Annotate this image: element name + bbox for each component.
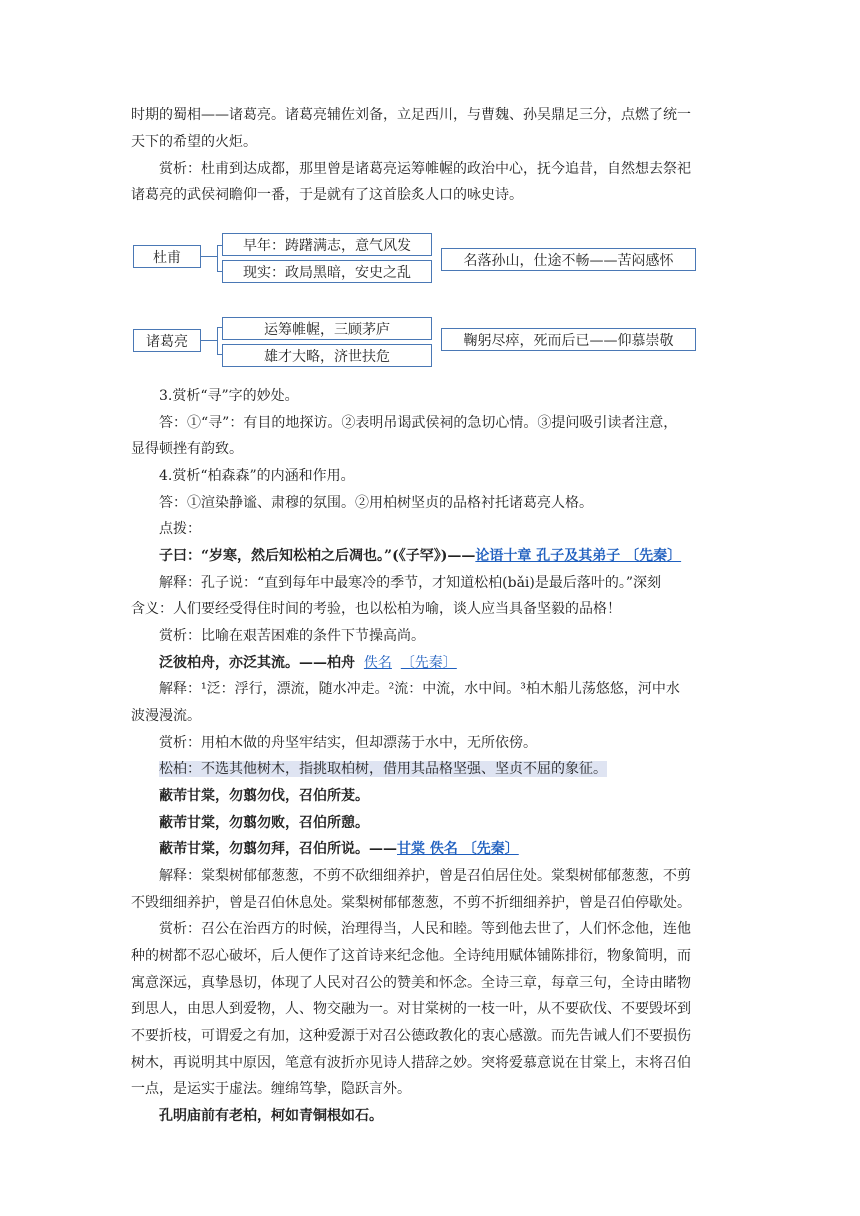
gantang-appreciation: 一点，是运实于虚法。缠绵笃挚，隐跃言外。 (131, 1081, 411, 1097)
connector-line (201, 256, 217, 257)
baizhou-explanation: 波漫漫流。 (131, 708, 201, 724)
diagram-box-zhugeliang-result: 鞠躬尽瘁，死而后已——仰慕崇敬 (441, 328, 696, 351)
baizhou-appreciation: 赏析：用柏木做的舟坚牢结实，但却漂荡于水中，无所依傍。 (159, 735, 537, 751)
gantang-line-1: 蔽芾甘棠，勿翦勿伐，召伯所茇。 (159, 788, 369, 804)
gantang-appreciation: 不要折枝，可谓爱之有加，这种爱源于对召公德政教化的衷心感激。而先告诫人们不要损伤 (131, 1028, 691, 1044)
baizhou-explanation: 解释：¹泛：浮行，漂流，随水冲走。²流：中流，水中间。³柏木船儿荡悠悠，河中水 (159, 681, 680, 697)
gantang-appreciation: 寓意深远，真挚恳切，体现了人民对召公的赞美和怀念。全诗三章，每章三句，全诗由睹物 (131, 975, 691, 991)
gantang-appreciation: 种的树都不忍心破坏，后人便作了这首诗来纪念他。全诗纯用赋体铺陈排衍，物象简明，而 (131, 948, 691, 964)
diagram-box-talent: 雄才大略，济世扶危 (222, 344, 432, 367)
author-link[interactable]: 佚名 (363, 655, 392, 671)
ziyue-quote: 子曰：“岁寒，然后知松柏之后凋也。”(《子罕》)—— (159, 548, 476, 564)
question-3-title: 3.赏析“寻”字的妙处。 (159, 388, 299, 404)
gantang-explanation: 不毁细细养护，曾是召伯休息处。棠梨树郁郁葱葱，不剪不折细细养护，曾是召伯停歇处。 (131, 895, 691, 911)
gantang-line-2: 蔽芾甘棠，勿翦勿败，召伯所憩。 (159, 815, 369, 831)
diagram-box-zhugeliang: 诸葛亮 (133, 329, 201, 352)
paragraph-line: 诸葛亮的武侯祠瞻仰一番，于是就有了这首脍炙人口的咏史诗。 (131, 187, 523, 203)
era-link[interactable]: 〔先秦〕 (400, 655, 457, 671)
baizhou-quote: 泛彼柏舟，亦泛其流。——柏舟 (159, 655, 355, 671)
gantang-appreciation: 到思人，由思人到爱物，人、物交融为一。对甘棠树的一枝一叶，从不要砍伐、不要毁坏到 (131, 1001, 691, 1017)
songbai-highlighted-note: 松柏：不选其他树木，指挑取柏树，借用其品格坚强、坚贞不屈的象征。 (159, 761, 607, 777)
paragraph-line: 天下的希望的火炬。 (131, 134, 257, 150)
question-3-answer: 答：①“寻”：有目的地探访。②表明吊谒武侯祠的急切心情。③提问吸引读者注意， (159, 415, 678, 431)
dianbo-label: 点拨： (159, 521, 201, 537)
paragraph-line: 时期的蜀相——诸葛亮。诸葛亮辅佐刘备，立足西川，与曹魏、孙吴鼎足三分，点燃了统一 (131, 107, 691, 123)
connector-line (217, 327, 218, 355)
diagram-box-dufu-result: 名落孙山，仕途不畅——苦闷感怀 (441, 248, 696, 271)
question-4-answer: 答：①渲染静谧、肃穆的氛围。②用柏树坚贞的品格衬托诸葛亮人格。 (159, 495, 593, 511)
gantang-quote: 蔽芾甘棠，勿翦勿拜，召伯所说。—— (159, 841, 397, 857)
ziyue-appreciation: 赏析：比喻在艰苦困难的条件下节操高尚。 (159, 628, 425, 644)
ziyue-explanation: 解释：孔子说：“直到每年中最寒冷的季节，才知道松柏(bǎi)是最后落叶的。”深刻 (159, 575, 662, 591)
gantang-appreciation: 树木，再说明其中原因，笔意有波折亦见诗人措辞之妙。突将爱慕意说在甘棠上，末将召伯 (131, 1055, 691, 1071)
connector-line (217, 245, 218, 272)
ziyue-explanation: 含义：人们要经受得住时间的考验，也以松柏为喻，谈人应当具备坚毅的品格！ (131, 601, 621, 617)
diagram-box-reality: 现实：政局黑暗，安史之乱 (222, 260, 432, 283)
baizhou-quote-line (131, 652, 731, 674)
songbai-note-line (131, 758, 731, 780)
diagram-box-strategy: 运筹帷幄，三顾茅庐 (222, 317, 432, 340)
paragraph-line: 赏析：杜甫到达成都，那里曾是诸葛亮运筹帷幄的政治中心，抚今追昔，自然想去祭祀 (159, 161, 691, 177)
gantang-line-3 (131, 838, 731, 860)
final-poem-line: 孔明庙前有老柏，柯如青铜根如石。 (159, 1108, 383, 1124)
gantang-source-link[interactable]: 甘棠 佚名 〔先秦〕 (397, 841, 519, 857)
connector-line (201, 340, 217, 341)
gantang-appreciation: 赏析：召公在治西方的时候，治理得当，人民和睦。等到他去世了，人们怀念他，连他 (159, 921, 691, 937)
gantang-explanation: 解释：棠梨树郁郁葱葱，不剪不砍细细养护，曾是召伯居住处。棠梨树郁郁葱葱，不剪 (159, 868, 691, 884)
diagram-box-dufu: 杜甫 (133, 245, 201, 268)
ziyue-quote-line (131, 545, 731, 567)
diagram-box-early-years: 早年：踌躇满志，意气风发 (222, 233, 432, 256)
lunyu-source-link[interactable]: 论语十章 孔子及其弟子 〔先秦〕 (475, 548, 682, 564)
question-4-title: 4.赏析“柏森森”的内涵和作用。 (159, 468, 355, 484)
question-3-answer: 显得顿挫有韵致。 (131, 441, 243, 457)
